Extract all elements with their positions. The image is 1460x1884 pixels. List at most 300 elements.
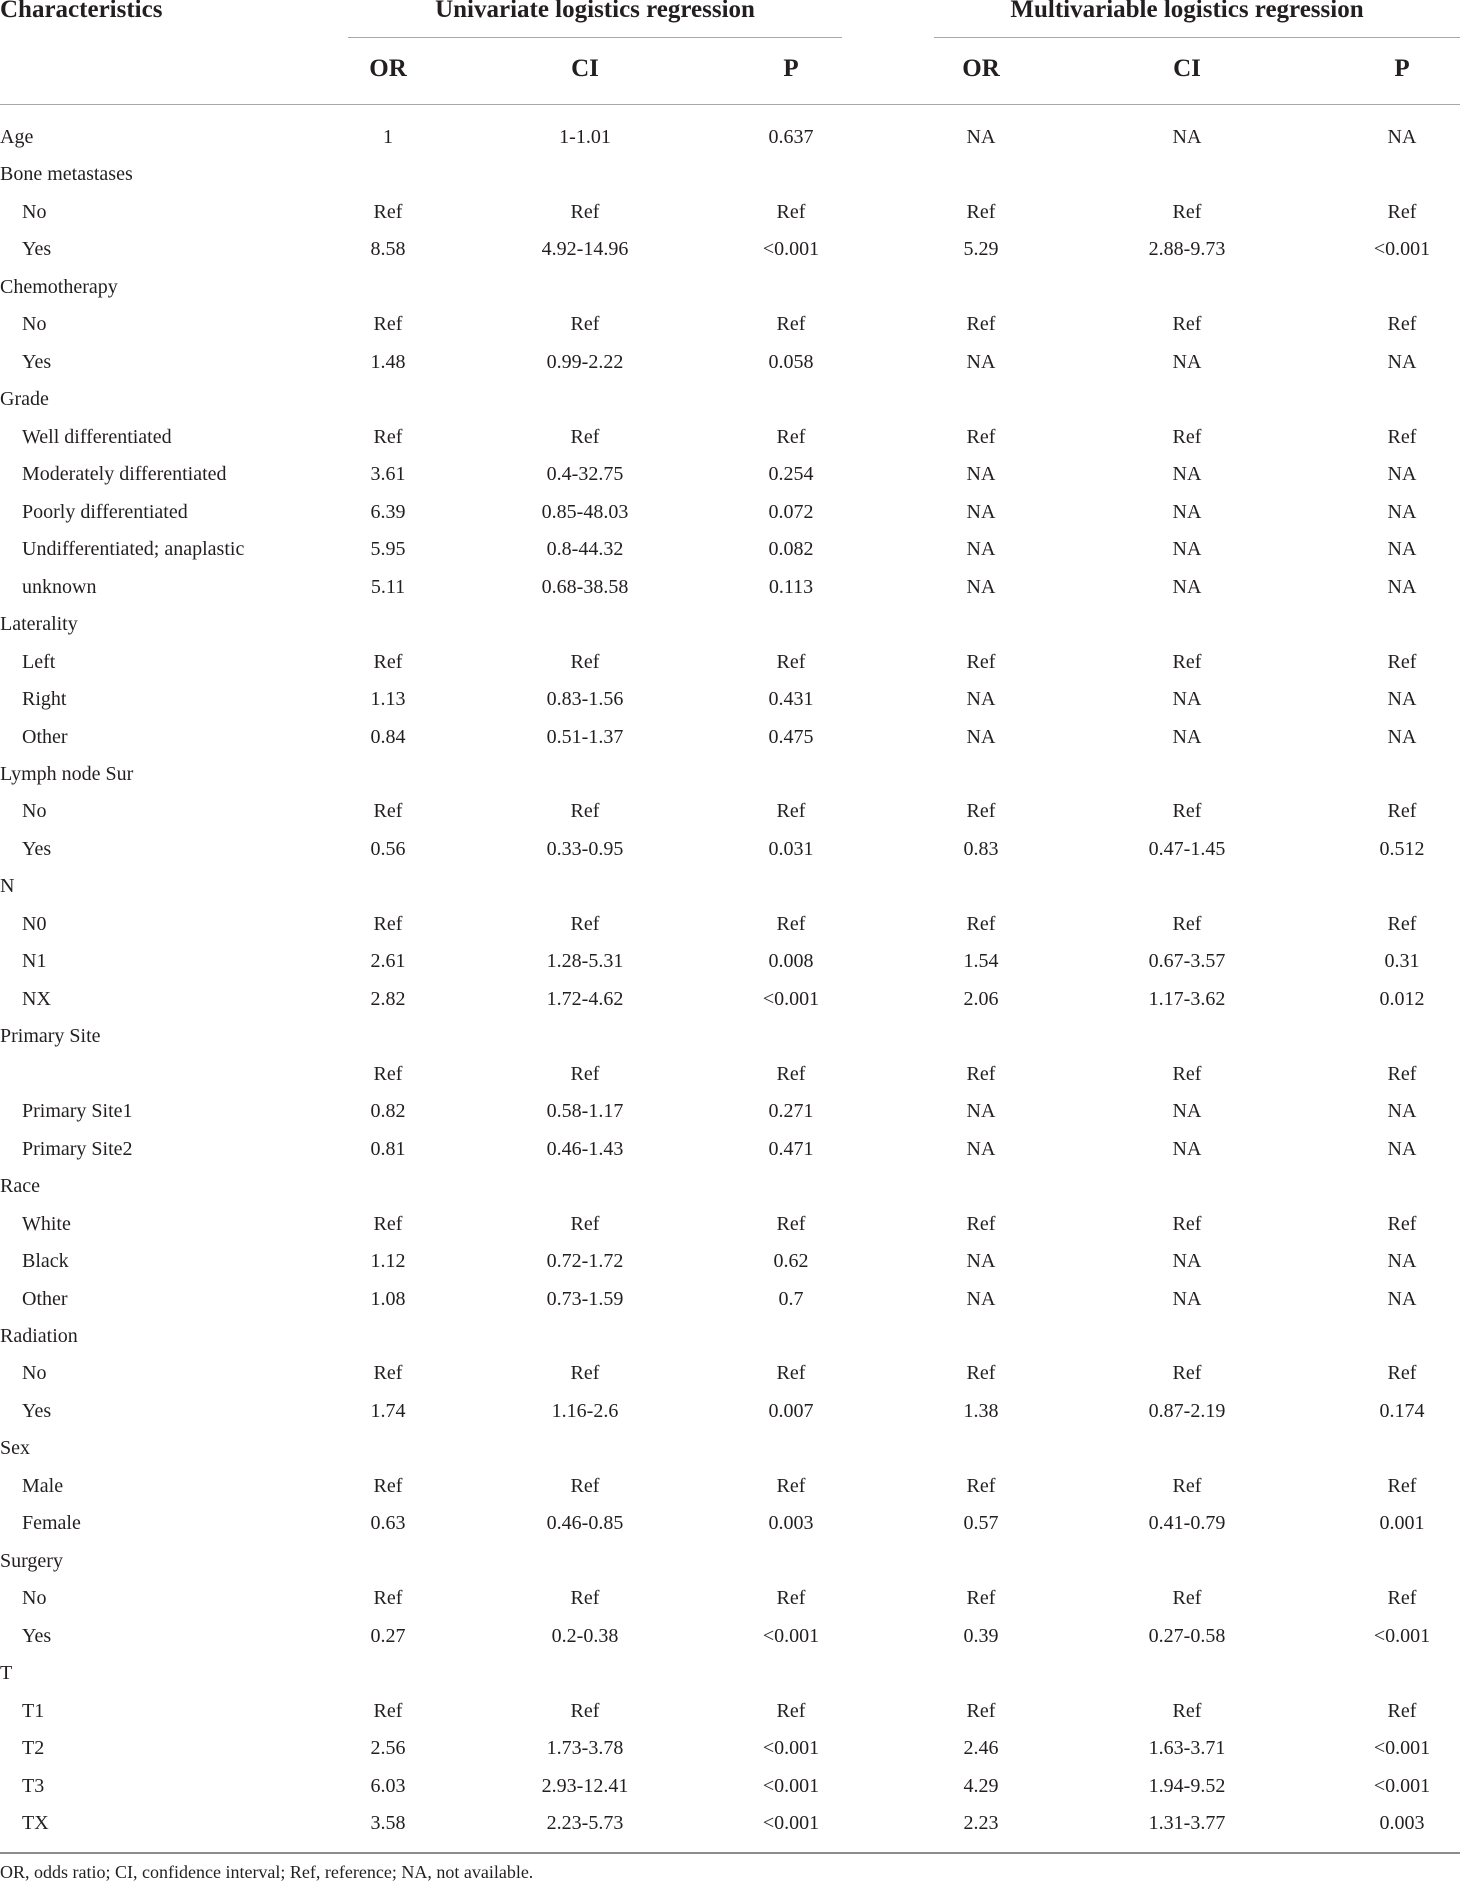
group-label: T — [0, 1662, 13, 1685]
cell-multivariable-or: NA — [966, 538, 996, 561]
cell-univariate-ci: Ref — [570, 313, 600, 336]
cell-univariate-p: 0.254 — [768, 463, 814, 486]
cell-univariate-ci: 0.85-48.03 — [541, 500, 629, 523]
cell-multivariable-ci: NA — [1172, 1250, 1202, 1273]
cell-univariate-p: <0.001 — [762, 1624, 820, 1647]
cell-univariate-p: 0.008 — [768, 950, 814, 973]
cell-univariate-or: 6.03 — [370, 1774, 406, 1797]
table-row — [0, 231, 1460, 268]
cell-multivariable-ci: Ref — [1172, 650, 1202, 673]
cell-univariate-or: Ref — [373, 1587, 403, 1610]
cell-univariate-ci: 0.99-2.22 — [546, 350, 624, 373]
cell-univariate-or: 0.82 — [370, 1100, 406, 1123]
row-label: T2 — [22, 1737, 45, 1760]
group-label: Bone metastases — [0, 163, 133, 186]
cell-multivariable-ci: Ref — [1172, 1587, 1202, 1610]
cell-multivariable-or: Ref — [966, 1362, 996, 1385]
cell-univariate-or: 5.95 — [370, 538, 406, 561]
header-characteristics: Characteristics — [0, 0, 163, 23]
cell-multivariable-or: Ref — [966, 1699, 996, 1722]
cell-multivariable-p: 0.003 — [1379, 1812, 1425, 1835]
cell-univariate-or: 1 — [383, 126, 393, 148]
table-row — [0, 1393, 1460, 1430]
cell-univariate-ci: 0.51-1.37 — [546, 725, 624, 748]
cell-multivariable-ci: NA — [1172, 463, 1202, 486]
table-row — [0, 531, 1460, 568]
cell-multivariable-p: Ref — [1387, 650, 1417, 673]
cell-multivariable-ci: 0.41-0.79 — [1148, 1512, 1226, 1535]
cell-multivariable-or: Ref — [966, 1474, 996, 1497]
row-label: Primary Site1 — [22, 1100, 133, 1123]
cell-univariate-or: Ref — [373, 1474, 403, 1497]
table-row — [0, 1768, 1460, 1805]
cell-multivariable-p: NA — [1387, 1100, 1417, 1123]
table-row — [0, 1730, 1460, 1767]
cell-univariate-ci: Ref — [570, 1699, 600, 1722]
cell-multivariable-ci: NA — [1172, 688, 1202, 711]
row-label: Female — [22, 1512, 81, 1535]
cell-univariate-ci: 0.83-1.56 — [546, 688, 624, 711]
cell-univariate-p: Ref — [776, 800, 806, 823]
cell-univariate-ci: Ref — [570, 650, 600, 673]
cell-univariate-or: 2.56 — [370, 1737, 406, 1760]
cell-univariate-ci: Ref — [570, 1062, 600, 1085]
cell-multivariable-p: Ref — [1387, 313, 1417, 336]
cell-univariate-or: 1.48 — [370, 350, 406, 373]
cell-multivariable-or: Ref — [966, 912, 996, 935]
row-label: No — [22, 800, 47, 823]
cell-multivariable-or: 2.46 — [963, 1737, 999, 1760]
cell-univariate-or: 1.12 — [370, 1250, 406, 1273]
row-label: Other — [22, 1287, 68, 1310]
table-row — [0, 1206, 1460, 1243]
cell-multivariable-or: NA — [966, 575, 996, 598]
table-row — [0, 419, 1460, 456]
table-row — [0, 831, 1460, 868]
table-group-row — [0, 1655, 1460, 1692]
table-row — [0, 1805, 1460, 1842]
cell-multivariable-ci: 0.47-1.45 — [1148, 837, 1226, 860]
cell-univariate-or: 8.58 — [370, 238, 406, 261]
cell-univariate-ci: 0.46-1.43 — [546, 1137, 624, 1160]
cell-univariate-or: Ref — [373, 1062, 403, 1085]
table-row — [0, 1281, 1460, 1318]
row-label: T3 — [22, 1774, 45, 1797]
cell-univariate-or: 0.63 — [370, 1512, 406, 1535]
cell-univariate-ci: 2.93-12.41 — [541, 1774, 629, 1797]
table-group-row — [0, 1018, 1460, 1055]
cell-univariate-p: <0.001 — [762, 987, 820, 1010]
cell-multivariable-p: Ref — [1387, 1362, 1417, 1385]
subheader-multivariable-p: P — [1394, 55, 1410, 82]
cell-multivariable-ci: 0.87-2.19 — [1148, 1399, 1226, 1422]
row-label: No — [22, 1362, 47, 1385]
subheader-univariate-ci: CI — [571, 55, 599, 82]
subheader-multivariable-or: OR — [962, 55, 1000, 82]
cell-univariate-ci: Ref — [570, 1362, 600, 1385]
cell-univariate-p: <0.001 — [762, 1812, 820, 1835]
cell-multivariable-p: NA — [1387, 575, 1417, 598]
cell-multivariable-p: 0.174 — [1379, 1399, 1425, 1422]
group-label: Radiation — [0, 1325, 78, 1347]
cell-multivariable-p: NA — [1387, 1137, 1417, 1160]
row-label: NX — [22, 987, 51, 1010]
multivariable-group-rule — [934, 37, 1460, 38]
row-label: TX — [22, 1812, 49, 1835]
row-label: Yes — [22, 1624, 52, 1647]
cell-multivariable-ci: Ref — [1172, 425, 1202, 448]
cell-multivariable-or: NA — [966, 500, 996, 523]
cell-univariate-p: Ref — [776, 1062, 806, 1085]
cell-univariate-p: <0.001 — [762, 1774, 820, 1797]
group-label: Sex — [0, 1437, 30, 1460]
cell-univariate-ci: Ref — [570, 1212, 600, 1235]
cell-multivariable-ci: Ref — [1172, 1062, 1202, 1085]
cell-multivariable-p: NA — [1387, 126, 1417, 148]
cell-multivariable-or: Ref — [966, 1062, 996, 1085]
table-row — [0, 1693, 1460, 1730]
cell-univariate-p: Ref — [776, 313, 806, 336]
cell-multivariable-p: NA — [1387, 350, 1417, 373]
cell-multivariable-ci: NA — [1172, 500, 1202, 523]
cell-multivariable-ci: 0.67-3.57 — [1148, 950, 1226, 973]
cell-univariate-or: Ref — [373, 912, 403, 935]
row-label: Primary Site2 — [22, 1137, 133, 1160]
cell-multivariable-p: Ref — [1387, 1587, 1417, 1610]
cell-multivariable-p: 0.012 — [1379, 987, 1425, 1010]
cell-univariate-p: 0.637 — [768, 126, 814, 148]
cell-univariate-or: Ref — [373, 425, 403, 448]
cell-multivariable-or: NA — [966, 126, 996, 148]
cell-multivariable-ci: Ref — [1172, 1474, 1202, 1497]
cell-univariate-ci: Ref — [570, 800, 600, 823]
table-row — [0, 1618, 1460, 1655]
cell-univariate-or: 1.08 — [370, 1287, 406, 1310]
header-univariate: Univariate logistics regression — [435, 0, 755, 23]
cell-multivariable-or: Ref — [966, 200, 996, 223]
cell-multivariable-or: NA — [966, 1250, 996, 1273]
cell-multivariable-ci: 1.63-3.71 — [1148, 1737, 1226, 1760]
cell-univariate-p: 0.7 — [778, 1287, 804, 1310]
row-label: Yes — [22, 1399, 52, 1422]
cell-univariate-p: Ref — [776, 1362, 806, 1385]
cell-multivariable-ci: NA — [1172, 725, 1202, 748]
cell-multivariable-p: <0.001 — [1373, 238, 1431, 261]
table-group-row — [0, 868, 1460, 905]
cell-multivariable-ci: 0.27-0.58 — [1148, 1624, 1226, 1647]
cell-univariate-ci: 0.4-32.75 — [546, 463, 624, 486]
cell-univariate-p: Ref — [776, 650, 806, 673]
cell-univariate-p: 0.072 — [768, 500, 814, 523]
cell-univariate-p: Ref — [776, 912, 806, 935]
cell-multivariable-or: NA — [966, 1287, 996, 1310]
table-row — [0, 1056, 1460, 1093]
cell-univariate-p: 0.475 — [768, 725, 814, 748]
cell-univariate-or: 3.58 — [370, 1812, 406, 1835]
row-label: Moderately differentiated — [22, 463, 227, 486]
table-row — [0, 456, 1460, 493]
table-footnote: OR, odds ratio; CI, confidence interval; Ref, reference; NA, not available. — [0, 1862, 534, 1882]
cell-univariate-or: Ref — [373, 1699, 403, 1722]
cell-univariate-p: 0.113 — [768, 575, 814, 598]
row-label: No — [22, 313, 47, 336]
table-row — [0, 906, 1460, 943]
univariate-group-rule — [348, 37, 842, 38]
row-label: No — [22, 1587, 47, 1610]
group-label: Laterality — [0, 613, 78, 636]
cell-multivariable-or: NA — [966, 725, 996, 748]
row-label: unknown — [22, 575, 97, 598]
table-group-row — [0, 381, 1460, 418]
cell-univariate-or: Ref — [373, 1362, 403, 1385]
cell-multivariable-or: NA — [966, 688, 996, 711]
cell-multivariable-or: 5.29 — [963, 238, 999, 261]
subheader-multivariable-ci: CI — [1173, 55, 1201, 82]
cell-multivariable-or: 0.83 — [963, 837, 999, 860]
row-label: Other — [22, 725, 68, 748]
cell-multivariable-p: Ref — [1387, 425, 1417, 448]
cell-multivariable-p: NA — [1387, 463, 1417, 486]
table-bottom-rule — [0, 1852, 1460, 1854]
cell-univariate-or: Ref — [373, 1212, 403, 1235]
cell-univariate-or: 0.56 — [370, 837, 406, 860]
cell-univariate-ci: 1-1.01 — [559, 126, 611, 148]
table-row — [0, 344, 1460, 381]
row-label: Undifferentiated; anaplastic — [22, 538, 245, 561]
cell-univariate-p: <0.001 — [762, 238, 820, 261]
cell-univariate-or: 0.81 — [370, 1137, 406, 1160]
row-label: Left — [22, 650, 56, 673]
cell-multivariable-ci: NA — [1172, 126, 1202, 148]
group-label: Lymph node Sur — [0, 762, 134, 785]
table-row — [0, 1131, 1460, 1168]
group-label: Age — [0, 126, 34, 148]
table-group-row — [0, 1543, 1460, 1580]
cell-multivariable-p: NA — [1387, 500, 1417, 523]
subheader-univariate-or: OR — [369, 55, 407, 82]
cell-multivariable-or: Ref — [966, 425, 996, 448]
cell-multivariable-ci: NA — [1172, 575, 1202, 598]
cell-univariate-ci: 0.8-44.32 — [546, 538, 624, 561]
cell-univariate-ci: Ref — [570, 1474, 600, 1497]
table-row — [0, 306, 1460, 343]
cell-univariate-p: 0.031 — [768, 837, 814, 860]
cell-univariate-ci: 0.72-1.72 — [546, 1250, 624, 1273]
cell-multivariable-or: 1.54 — [963, 950, 999, 973]
cell-univariate-p: 0.082 — [768, 538, 814, 561]
table-group-row — [0, 1318, 1460, 1355]
cell-multivariable-ci: Ref — [1172, 200, 1202, 223]
cell-multivariable-or: NA — [966, 463, 996, 486]
cell-univariate-or: 1.13 — [370, 688, 406, 711]
cell-univariate-p: 0.058 — [768, 350, 814, 373]
cell-univariate-ci: 4.92-14.96 — [541, 238, 629, 261]
cell-univariate-p: Ref — [776, 1212, 806, 1235]
cell-multivariable-or: 1.38 — [963, 1399, 999, 1422]
cell-multivariable-p: Ref — [1387, 1062, 1417, 1085]
cell-multivariable-p: <0.001 — [1373, 1624, 1431, 1647]
cell-univariate-ci: 0.68-38.58 — [541, 575, 629, 598]
cell-multivariable-p: 0.001 — [1379, 1512, 1425, 1535]
cell-multivariable-or: NA — [966, 350, 996, 373]
cell-multivariable-ci: Ref — [1172, 800, 1202, 823]
cell-univariate-ci: Ref — [570, 200, 600, 223]
cell-univariate-p: Ref — [776, 200, 806, 223]
table-row — [0, 644, 1460, 681]
cell-univariate-or: 3.61 — [370, 463, 406, 486]
row-label: Male — [22, 1474, 64, 1497]
cell-multivariable-ci: 2.88-9.73 — [1148, 238, 1226, 261]
cell-multivariable-p: <0.001 — [1373, 1737, 1431, 1760]
cell-multivariable-p: Ref — [1387, 1699, 1417, 1722]
cell-univariate-or: 2.61 — [370, 950, 406, 973]
cell-multivariable-p: Ref — [1387, 800, 1417, 823]
cell-multivariable-or: Ref — [966, 313, 996, 336]
cell-multivariable-p: Ref — [1387, 1212, 1417, 1235]
cell-univariate-p: Ref — [776, 1699, 806, 1722]
row-label: Well differentiated — [22, 425, 172, 448]
cell-univariate-p: 0.003 — [768, 1512, 814, 1535]
cell-multivariable-p: NA — [1387, 688, 1417, 711]
cell-multivariable-or: 4.29 — [963, 1774, 999, 1797]
cell-multivariable-ci: Ref — [1172, 912, 1202, 935]
header-bottom-rule — [0, 104, 1460, 105]
cell-multivariable-or: Ref — [966, 650, 996, 673]
cell-multivariable-p: NA — [1387, 1250, 1417, 1273]
row-label: Poorly differentiated — [22, 500, 188, 523]
row-label: N0 — [22, 912, 47, 935]
table-row — [0, 943, 1460, 980]
cell-univariate-or: 0.27 — [370, 1624, 406, 1647]
cell-multivariable-ci: 1.94-9.52 — [1148, 1774, 1226, 1797]
cell-multivariable-ci: NA — [1172, 1100, 1202, 1123]
cell-univariate-p: Ref — [776, 1474, 806, 1497]
cell-multivariable-ci: 1.31-3.77 — [1148, 1812, 1226, 1835]
cell-univariate-ci: 2.23-5.73 — [546, 1812, 624, 1835]
cell-multivariable-ci: NA — [1172, 350, 1202, 373]
group-label: Chemotherapy — [0, 275, 118, 298]
table-row — [0, 719, 1460, 756]
cell-univariate-p: <0.001 — [762, 1737, 820, 1760]
cell-univariate-ci: 1.28-5.31 — [546, 950, 624, 973]
cell-univariate-ci: 0.73-1.59 — [546, 1287, 624, 1310]
cell-multivariable-or: NA — [966, 1137, 996, 1160]
cell-univariate-ci: 0.58-1.17 — [546, 1100, 624, 1123]
cell-multivariable-ci: Ref — [1172, 1362, 1202, 1385]
cell-univariate-p: 0.007 — [768, 1399, 814, 1422]
row-label: Black — [22, 1250, 69, 1273]
cell-univariate-ci: 1.72-4.62 — [546, 987, 624, 1010]
table-row — [0, 569, 1460, 606]
cell-multivariable-p: 0.512 — [1379, 837, 1425, 860]
cell-multivariable-or: Ref — [966, 1212, 996, 1235]
row-label: No — [22, 200, 47, 223]
cell-multivariable-p: Ref — [1387, 1474, 1417, 1497]
table-row — [0, 981, 1460, 1018]
cell-univariate-p: Ref — [776, 425, 806, 448]
cell-univariate-or: 6.39 — [370, 500, 406, 523]
table-row — [0, 681, 1460, 718]
table-group-row — [0, 156, 1460, 193]
table-row — [0, 1468, 1460, 1505]
cell-univariate-ci: Ref — [570, 425, 600, 448]
cell-univariate-or: 0.84 — [370, 725, 406, 748]
cell-multivariable-ci: Ref — [1172, 313, 1202, 336]
cell-univariate-ci: Ref — [570, 1587, 600, 1610]
cell-univariate-or: Ref — [373, 800, 403, 823]
cell-univariate-or: Ref — [373, 650, 403, 673]
cell-multivariable-or: Ref — [966, 1587, 996, 1610]
cell-univariate-or: 2.82 — [370, 987, 406, 1010]
cell-univariate-ci: 0.33-0.95 — [546, 837, 624, 860]
cell-multivariable-p: <0.001 — [1373, 1774, 1431, 1797]
group-label: Surgery — [0, 1549, 63, 1572]
cell-multivariable-or: NA — [966, 1100, 996, 1123]
table-group-row — [0, 119, 1460, 156]
cell-multivariable-ci: Ref — [1172, 1212, 1202, 1235]
table-row — [0, 194, 1460, 231]
cell-univariate-ci: Ref — [570, 912, 600, 935]
table-row — [0, 793, 1460, 830]
cell-multivariable-p: NA — [1387, 1287, 1417, 1310]
cell-univariate-ci: 1.16-2.6 — [551, 1399, 619, 1422]
cell-multivariable-ci: NA — [1172, 538, 1202, 561]
table-row — [0, 1505, 1460, 1542]
cell-multivariable-ci: NA — [1172, 1137, 1202, 1160]
table-group-row — [0, 1168, 1460, 1205]
cell-univariate-p: 0.471 — [768, 1137, 814, 1160]
group-label: Primary Site — [0, 1025, 101, 1048]
table-row — [0, 1580, 1460, 1617]
cell-multivariable-p: NA — [1387, 725, 1417, 748]
cell-multivariable-or: 0.39 — [963, 1624, 999, 1647]
cell-univariate-ci: 0.2-0.38 — [551, 1624, 619, 1647]
cell-univariate-p: Ref — [776, 1587, 806, 1610]
cell-univariate-p: 0.431 — [768, 688, 814, 711]
table-group-row — [0, 606, 1460, 643]
header-multivariable: Multivariable logistics regression — [1010, 0, 1364, 23]
group-label: Grade — [0, 388, 49, 411]
cell-univariate-p: 0.62 — [773, 1250, 809, 1273]
cell-univariate-or: Ref — [373, 200, 403, 223]
cell-multivariable-or: 0.57 — [963, 1512, 999, 1535]
row-label: Yes — [22, 837, 52, 860]
row-label: Right — [22, 688, 67, 711]
cell-univariate-ci: 1.73-3.78 — [546, 1737, 624, 1760]
cell-multivariable-p: Ref — [1387, 912, 1417, 935]
table-group-row — [0, 756, 1460, 793]
cell-univariate-or: Ref — [373, 313, 403, 336]
table-row — [0, 1355, 1460, 1392]
table-row — [0, 1093, 1460, 1130]
cell-multivariable-p: Ref — [1387, 200, 1417, 223]
table-row — [0, 1243, 1460, 1280]
cell-univariate-p: 0.271 — [768, 1100, 814, 1123]
group-label: Race — [0, 1175, 40, 1198]
row-label: Yes — [22, 350, 52, 373]
cell-multivariable-ci: NA — [1172, 1287, 1202, 1310]
table-group-row — [0, 1430, 1460, 1467]
cell-multivariable-ci: 1.17-3.62 — [1148, 987, 1226, 1010]
row-label: T1 — [22, 1699, 45, 1722]
cell-univariate-ci: 0.46-0.85 — [546, 1512, 624, 1535]
cell-univariate-or: 5.11 — [370, 575, 406, 598]
group-label: N — [0, 875, 15, 898]
table-row — [0, 494, 1460, 531]
cell-multivariable-or: Ref — [966, 800, 996, 823]
cell-multivariable-p: NA — [1387, 538, 1417, 561]
table-group-row — [0, 269, 1460, 306]
